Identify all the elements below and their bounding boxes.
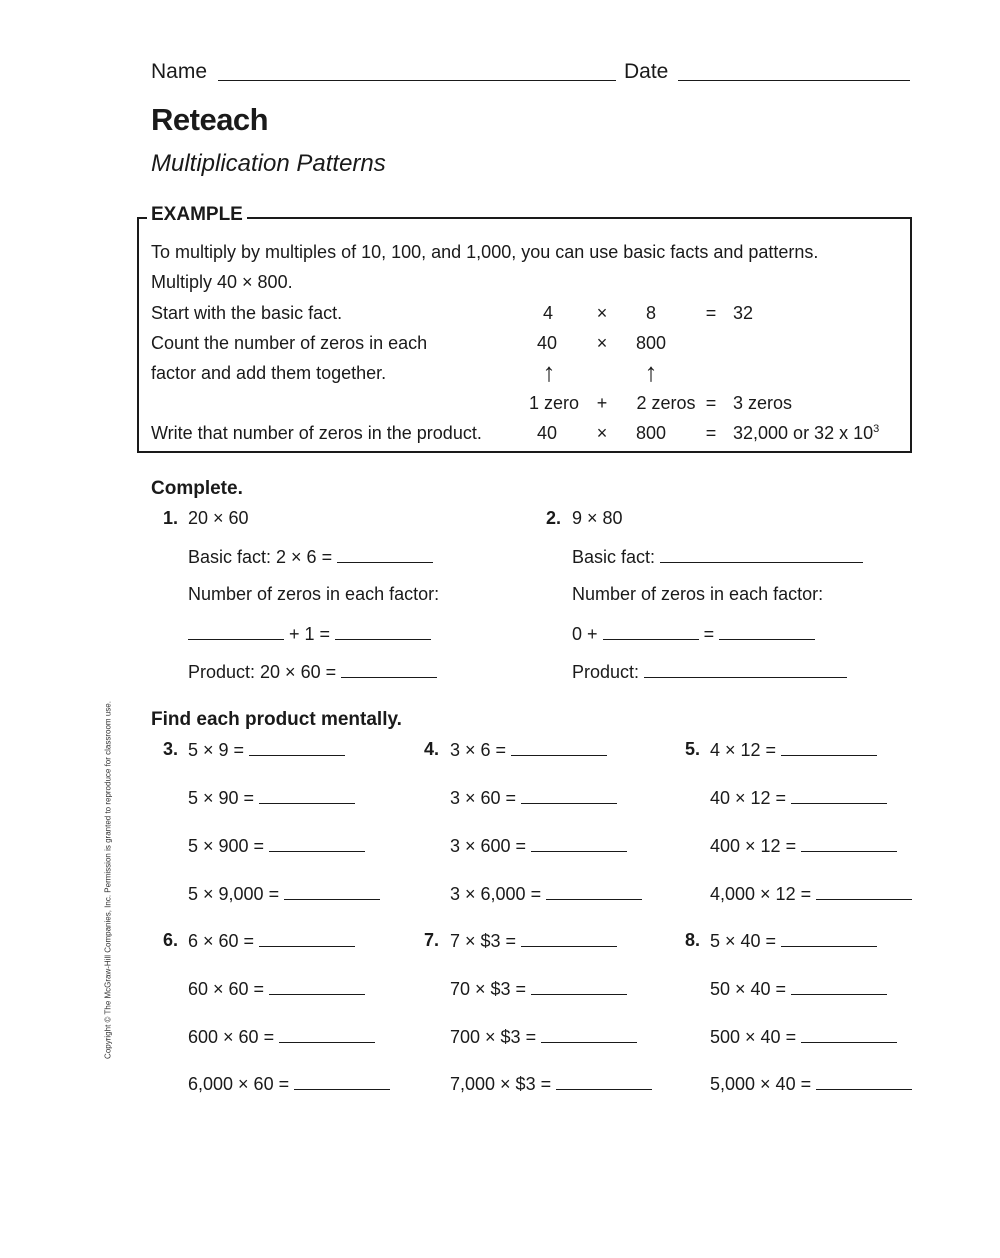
answer-blank[interactable]	[531, 978, 627, 995]
mental-problem-5-1	[710, 739, 877, 761]
problem-expression: 70 × $3 =	[450, 979, 527, 999]
problem-number: 6.	[163, 930, 179, 950]
date-label: Date	[624, 60, 669, 83]
grid-r4-zeros1: 1 zero	[528, 393, 580, 413]
problem-expression: 5 × 40 =	[710, 931, 777, 951]
example-multiply: Multiply 40 × 800.	[151, 272, 293, 292]
grid-r4-plus: +	[596, 393, 608, 413]
problem-number: 2.	[546, 508, 562, 528]
answer-blank[interactable]	[249, 739, 345, 756]
grid-r1-factor2: 8	[645, 303, 657, 323]
answer-blank[interactable]	[269, 835, 365, 852]
basic-fact-label: Basic fact:	[572, 547, 656, 567]
copyright-notice: Copyright © The McGraw-Hill Companies, Inc. Permission is granted to reproduce for classroom use.	[103, 701, 113, 1059]
problem-number: 1.	[163, 508, 179, 528]
mental-problem-4-2	[450, 787, 617, 809]
up-arrow-icon: ↑	[542, 357, 556, 387]
problem-expression: 7,000 × $3 =	[450, 1074, 552, 1094]
mental-problem-8-3	[710, 1026, 897, 1048]
grid-r2-times: ×	[596, 333, 608, 353]
grid-r1-equals: =	[705, 303, 717, 323]
problem-number: 3.	[163, 739, 179, 759]
mental-heading: Find each product mentally.	[151, 709, 402, 730]
mental-problem-6-1	[188, 930, 355, 952]
mental-problem-6-4	[188, 1073, 390, 1095]
problem-expression: 6 × 60 =	[188, 931, 255, 951]
problem-number: 7.	[424, 930, 440, 950]
answer-blank[interactable]	[816, 883, 912, 900]
problem-expression: 6,000 × 60 =	[188, 1074, 290, 1094]
example-step-add-zeros: factor and add them together.	[151, 363, 387, 383]
mental-problem-5-4	[710, 883, 912, 905]
answer-blank[interactable]	[269, 978, 365, 995]
answer-blank[interactable]	[556, 1073, 652, 1090]
grid-r1-times: ×	[596, 303, 608, 323]
grid-r5-exponent: 3	[873, 423, 880, 435]
problem-expression: 700 × $3 =	[450, 1027, 537, 1047]
problem-expression: 4,000 × 12 =	[710, 884, 812, 904]
mental-problem-4-4	[450, 883, 642, 905]
mental-problem-7-4	[450, 1073, 652, 1095]
example-intro: To multiply by multiples of 10, 100, and 1,000, you can use basic facts and patterns.	[151, 242, 819, 262]
example-step-basic-fact: Start with the basic fact.	[151, 303, 343, 323]
mental-problem-3-1	[188, 739, 345, 761]
problem-expression: 5,000 × 40 =	[710, 1074, 812, 1094]
problem-2-expression: 9 × 80	[572, 508, 623, 528]
answer-blank[interactable]	[801, 1026, 897, 1043]
mental-problem-8-2	[710, 978, 887, 1000]
example-label: EXAMPLE	[147, 204, 247, 226]
answer-blank[interactable]	[781, 739, 877, 756]
problem-1-zeros-sum	[188, 623, 431, 645]
grid-r1-factor1: 4	[542, 303, 554, 323]
answer-blank[interactable]	[644, 661, 847, 678]
example-step-write-zeros: Write that number of zeros in the product.	[151, 423, 482, 443]
grid-r5-factor2: 800	[635, 423, 667, 443]
mental-problem-3-4	[188, 883, 380, 905]
problem-1-product	[188, 661, 437, 683]
problem-2-product	[572, 661, 847, 683]
answer-blank[interactable]	[188, 623, 284, 640]
sum-mid-text: =	[703, 624, 715, 644]
answer-blank[interactable]	[337, 546, 433, 563]
answer-blank[interactable]	[603, 623, 699, 640]
problem-1-expression: 20 × 60	[188, 508, 249, 528]
date-input-line[interactable]	[678, 80, 910, 81]
answer-blank[interactable]	[791, 978, 887, 995]
answer-blank[interactable]	[781, 930, 877, 947]
answer-blank[interactable]	[259, 787, 355, 804]
problem-expression: 3 × 600 =	[450, 836, 527, 856]
answer-blank[interactable]	[541, 1026, 637, 1043]
problem-expression: 3 × 6,000 =	[450, 884, 542, 904]
answer-blank[interactable]	[546, 883, 642, 900]
answer-blank[interactable]	[816, 1073, 912, 1090]
mental-problem-3-3	[188, 835, 365, 857]
name-input-line[interactable]	[218, 80, 616, 81]
problem-2-zeros-sum	[572, 623, 815, 645]
answer-blank[interactable]	[294, 1073, 390, 1090]
mental-problem-8-4	[710, 1073, 912, 1095]
name-label: Name	[151, 60, 208, 83]
problem-expression: 400 × 12 =	[710, 836, 797, 856]
problem-expression: 40 × 12 =	[710, 788, 787, 808]
answer-blank[interactable]	[791, 787, 887, 804]
problem-expression: 5 × 900 =	[188, 836, 265, 856]
mental-problem-6-2	[188, 978, 365, 1000]
problem-2-basic-fact	[572, 546, 863, 568]
mental-problem-7-3	[450, 1026, 637, 1048]
answer-blank[interactable]	[511, 739, 607, 756]
problem-expression: 3 × 6 =	[450, 740, 507, 760]
mental-problem-7-1	[450, 930, 617, 952]
problem-expression: 4 × 12 =	[710, 740, 777, 760]
answer-blank[interactable]	[521, 930, 617, 947]
product-label: Product: 20 × 60 =	[188, 662, 337, 682]
product-label: Product:	[572, 662, 640, 682]
problem-number: 4.	[424, 739, 440, 759]
problem-expression: 5 × 90 =	[188, 788, 255, 808]
answer-blank[interactable]	[279, 1026, 375, 1043]
answer-blank[interactable]	[284, 883, 380, 900]
answer-blank[interactable]	[341, 661, 437, 678]
grid-r4-equals: =	[705, 393, 717, 413]
answer-blank[interactable]	[801, 835, 897, 852]
sum-start-text: 0 +	[572, 624, 598, 644]
mental-problem-4-3	[450, 835, 627, 857]
page-subtitle: Multiplication Patterns	[151, 150, 386, 177]
basic-fact-label: Basic fact: 2 × 6 =	[188, 547, 333, 567]
answer-blank[interactable]	[719, 623, 815, 640]
problem-expression: 60 × 60 =	[188, 979, 265, 999]
grid-r1-product: 32	[733, 303, 754, 323]
up-arrow-icon: ↑	[644, 357, 658, 387]
answer-blank[interactable]	[660, 546, 863, 563]
sum-mid-text: + 1 =	[289, 624, 331, 644]
grid-r5-factor1: 40	[536, 423, 558, 443]
grid-r5-equals: =	[705, 423, 717, 443]
problem-1-zeros-label: Number of zeros in each factor:	[188, 584, 440, 604]
answer-blank[interactable]	[521, 787, 617, 804]
mental-problem-7-2	[450, 978, 627, 1000]
grid-r5-product-text: 32,000 or 32 x 10	[733, 423, 874, 443]
grid-r2-factor2: 800	[635, 333, 667, 353]
grid-r5-product	[733, 423, 879, 444]
problem-2-zeros-label: Number of zeros in each factor:	[572, 584, 824, 604]
mental-problem-8-1	[710, 930, 877, 952]
mental-problem-3-2	[188, 787, 355, 809]
grid-r4-zeros2: 2 zeros	[636, 393, 696, 413]
problem-expression: 5 × 9,000 =	[188, 884, 280, 904]
example-step-count-zeros: Count the number of zeros in each	[151, 333, 428, 353]
problem-number: 5.	[685, 739, 701, 759]
answer-blank[interactable]	[335, 623, 431, 640]
mental-problem-4-1	[450, 739, 607, 761]
problem-expression: 600 × 60 =	[188, 1027, 275, 1047]
problem-expression: 3 × 60 =	[450, 788, 517, 808]
mental-problem-6-3	[188, 1026, 375, 1048]
problem-1-basic-fact	[188, 546, 433, 568]
answer-blank[interactable]	[259, 930, 355, 947]
problem-number: 8.	[685, 930, 701, 950]
answer-blank[interactable]	[531, 835, 627, 852]
page-title: Reteach	[151, 102, 269, 137]
problem-expression: 7 × $3 =	[450, 931, 517, 951]
mental-problem-5-3	[710, 835, 897, 857]
problem-expression: 500 × 40 =	[710, 1027, 797, 1047]
problem-expression: 50 × 40 =	[710, 979, 787, 999]
grid-r5-times: ×	[596, 423, 608, 443]
grid-r4-total-zeros: 3 zeros	[733, 393, 793, 413]
mental-problem-5-2	[710, 787, 887, 809]
problem-expression: 5 × 9 =	[188, 740, 245, 760]
grid-r2-factor1: 40	[536, 333, 558, 353]
complete-heading: Complete.	[151, 478, 243, 499]
